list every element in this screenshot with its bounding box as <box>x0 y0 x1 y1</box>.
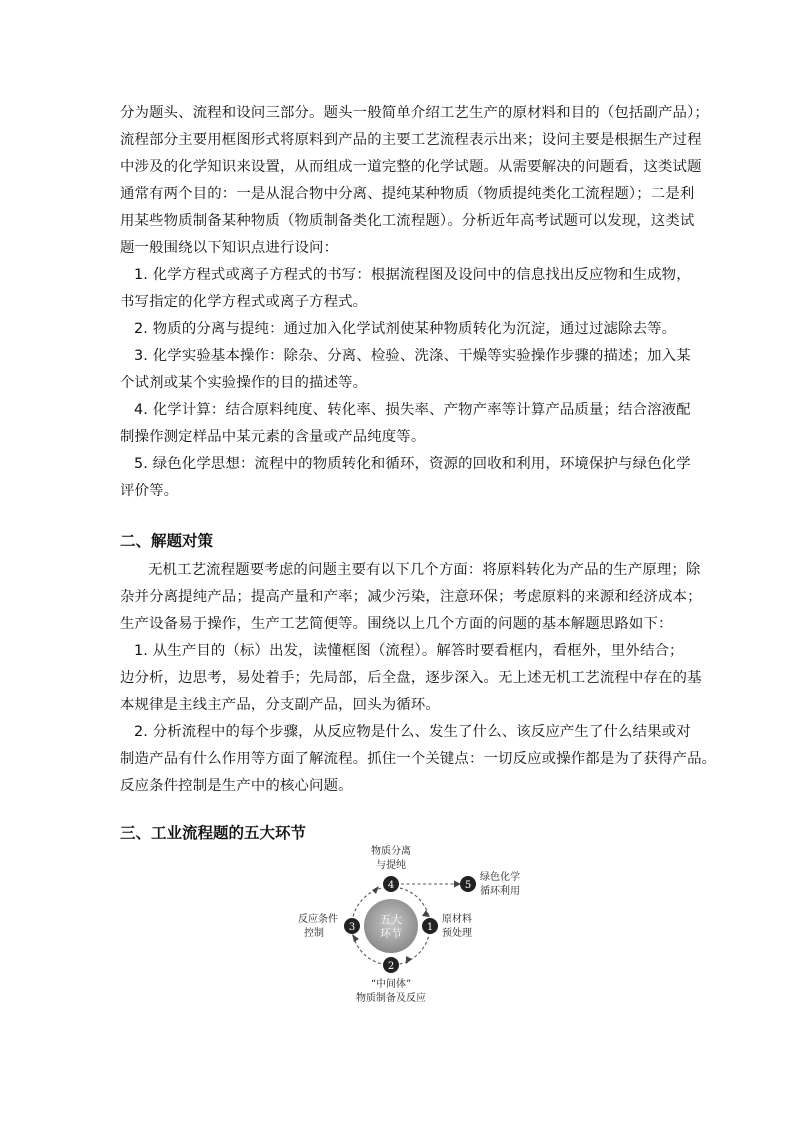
node-5-number: 5 <box>464 880 472 891</box>
list-item: 4. 化学计算：结合原料纯度、转化率、损失率、产物产率等计算产品质量；结合溶液配 <box>134 402 691 418</box>
strategy-line: 反应条件控制是生产中的核心问题。 <box>120 778 353 794</box>
node-2-label: 物质制备及反应 <box>356 993 426 1004</box>
list-item: 1. 化学方程式或离子方程式的书写：根据流程图及设问中的信息找出反应物和生成物， <box>134 267 691 283</box>
five-links-diagram <box>280 838 520 1008</box>
center-circle <box>364 899 418 953</box>
intro-line: 通常有两个目的：一是从混合物中分离、提纯某种物质（物质提纯类化工流程题）；二是利 <box>120 186 695 202</box>
node-4-label: 物质分离 <box>371 846 411 857</box>
list-item: 3. 化学实验基本操作：除杂、分离、检验、洗涤、干燥等实验操作步骤的描述；加入某 <box>134 348 691 364</box>
arrow-head <box>454 881 461 888</box>
strategy-line: 制造产品有什么作用等方面了解流程。抓住一个关键点：一切反应或操作都是为了获得产品。 <box>120 751 717 767</box>
node-2-label: “中间体” <box>370 979 412 990</box>
node-1-number: 1 <box>426 922 434 933</box>
node-1-label: 预处理 <box>442 928 472 939</box>
list-item-continuation: 书写指定的化学方程式或离子方程式。 <box>120 294 368 310</box>
strategy-line: 生产设备易于操作，生产工艺简便等。围绕以上几个方面的问题的基本解题思路如下： <box>120 616 673 632</box>
intro-line: 分为题头、流程和设问三部分。题头一般简单介绍工艺生产的原材料和目的（包括副产品）； <box>120 105 709 121</box>
list-item: 5. 绿色化学思想：流程中的物质转化和循环，资源的回收和利用，环境保护与绿色化学 <box>134 456 691 472</box>
node-5-label: 绿色化学 <box>480 872 520 883</box>
node-2-number: 2 <box>387 961 395 972</box>
center-label: 环节 <box>380 927 402 940</box>
node-1-label: 原材料 <box>442 914 472 925</box>
arrow-head <box>352 934 359 942</box>
center-label: 五大 <box>380 913 402 926</box>
section-heading-five-links: 三、工业流程题的五大环节 <box>120 824 307 842</box>
list-item-continuation: 制操作测定样品中某元素的含量或产品纯度等。 <box>120 429 426 445</box>
section-heading-strategy: 二、解题对策 <box>120 532 214 550</box>
strategy-list-item: 1. 从生产目的（标）出发，读懂框图（流程）。解答时要看框内，看框外，里外结合； <box>134 643 684 659</box>
list-item-continuation: 评价等。 <box>120 483 179 499</box>
intro-line: 题一般围绕以下知识点进行设问： <box>120 240 339 256</box>
node-4-label: 与提纯 <box>376 860 406 871</box>
list-item: 2. 物质的分离与提纯：通过加入化学试剂使某种物质转化为沉淀，通过过滤除去等。 <box>134 321 677 337</box>
arrow-head <box>372 886 379 894</box>
node-3-number: 3 <box>348 922 356 933</box>
list-item-continuation: 个试剂或某个实验操作的目的描述等。 <box>120 375 368 391</box>
strategy-line: 无机工艺流程题要考虑的问题主要有以下几个方面：将原料转化为产品的生产原理；除 <box>148 562 701 578</box>
intro-line: 用某些物质制备某种物质（物质制备类化工流程题）。分析近年高考试题可以发现，这类试 <box>120 213 695 229</box>
arrow-head <box>422 910 430 917</box>
strategy-line: 边分析，边思考，易处着手；先局部，后全盘，逐步深入。无上述无机工艺流程中存在的基 <box>120 670 702 686</box>
node-3-label: 反应条件 <box>298 914 338 925</box>
intro-line: 流程部分主要用框图形式将原料到产品的主要工艺流程表示出来；设问主要是根据生产过程 <box>120 132 702 148</box>
strategy-line: 杂并分离提纯产品；提高产量和产率；减少污染，注意环保；考虑原料的来源和经济成本； <box>120 589 702 605</box>
node-4-number: 4 <box>387 880 395 891</box>
node-5-label: 循环利用 <box>480 886 520 897</box>
node-3-label: 控制 <box>304 928 324 939</box>
strategy-line: 本规律是主线主产品，分支副产品，回头为循环。 <box>120 697 440 713</box>
intro-line: 中涉及的化学知识来设置，从而组成一道完整的化学试题。从需要解决的问题看，这类试题 <box>120 159 702 175</box>
strategy-list-item: 2. 分析流程中的每个步骤，从反应物是什么、发生了什么、该反应产生了什么结果或对 <box>134 724 691 740</box>
